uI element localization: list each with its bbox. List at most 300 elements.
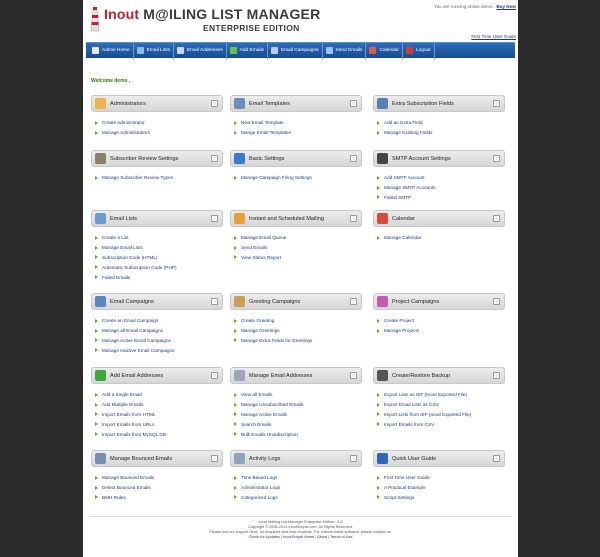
card-link[interactable] — [377, 419, 505, 429]
calendar-card-icon — [377, 213, 388, 224]
bullet-arrow-icon — [234, 495, 237, 499]
nav-item-send-emails[interactable] — [323, 43, 367, 59]
card-title: Basic Settings — [249, 155, 285, 162]
card-email-lists — [91, 210, 223, 282]
card-links — [373, 390, 505, 429]
card-link[interactable] — [95, 429, 223, 439]
nav-item-label: Email Lists — [146, 48, 170, 53]
card-link-label: Script Settings — [384, 494, 415, 500]
bullet-arrow-icon — [234, 246, 237, 250]
card-link[interactable] — [234, 410, 362, 420]
card-header — [91, 95, 223, 112]
card-header — [373, 293, 505, 310]
help-icon[interactable]: ? — [493, 100, 500, 107]
card-header — [230, 293, 362, 310]
card-link[interactable] — [95, 253, 223, 263]
card-link-label: Failed SMTP — [384, 194, 412, 200]
bullet-arrow-icon — [377, 486, 380, 490]
smtp-icon — [377, 153, 388, 164]
nav-item-label: Email Campaigns — [280, 48, 319, 53]
bounced-emails-icon — [95, 453, 106, 464]
card-link-label: Create an Email Campaign — [102, 318, 159, 324]
help-icon[interactable]: ? — [350, 155, 357, 162]
card-link[interactable] — [234, 400, 362, 410]
bullet-arrow-icon — [95, 476, 98, 480]
footer-link[interactable]: Check for Updates — [248, 535, 280, 539]
card-title: Activity Logs — [249, 455, 281, 462]
bullet-arrow-icon — [95, 348, 98, 352]
card-header — [373, 150, 505, 167]
card-title: Manage Email Addresses — [249, 372, 313, 379]
card-link[interactable] — [377, 410, 505, 420]
nav-item-email-campaigns[interactable] — [268, 43, 323, 59]
help-icon[interactable]: ? — [211, 100, 218, 107]
bullet-arrow-icon — [95, 255, 98, 259]
send-icon — [326, 47, 333, 54]
card-links — [91, 473, 223, 502]
bullet-arrow-icon — [234, 486, 237, 490]
bullet-arrow-icon — [234, 432, 237, 436]
card-header — [373, 450, 505, 467]
card-links — [373, 118, 505, 138]
bullet-arrow-icon — [234, 476, 237, 480]
nav-item-label: Logout — [415, 48, 431, 53]
card-link-label: Mange Email Templates — [241, 130, 291, 136]
help-icon[interactable]: ? — [493, 215, 500, 222]
card-link-label: Bulk Emails Unsubscription — [241, 431, 298, 437]
card-link-label: Create Project — [384, 318, 414, 324]
bullet-arrow-icon — [95, 246, 98, 250]
quick-guide-icon — [377, 453, 388, 464]
bullet-arrow-icon — [95, 265, 98, 269]
card-link[interactable] — [377, 493, 505, 503]
card-link-label: Import Emails from URLs — [102, 421, 155, 427]
card-links — [91, 233, 223, 282]
manage-email-addresses-icon — [234, 370, 245, 381]
bullet-arrow-icon — [95, 432, 98, 436]
bullet-arrow-icon — [234, 319, 237, 323]
card-link[interactable] — [234, 473, 362, 483]
card-link[interactable] — [95, 400, 223, 410]
card-title: Quick User Guide — [392, 455, 437, 462]
bullet-arrow-icon — [95, 131, 98, 135]
card-link[interactable] — [95, 345, 223, 355]
card-link[interactable] — [377, 400, 505, 410]
add-email-addresses-icon — [95, 370, 106, 381]
bullet-arrow-icon — [377, 319, 380, 323]
card-link[interactable] — [95, 390, 223, 400]
card-link[interactable] — [234, 118, 362, 128]
card-link-label: New Email Template — [241, 120, 284, 126]
card-link[interactable] — [377, 193, 505, 203]
bullet-arrow-icon — [234, 329, 237, 333]
card-link-label: Export Lists as IEF (Inout Exported File) — [384, 392, 468, 398]
add-email-icon — [230, 47, 237, 54]
card-link-label: Import Emails from MySQL DB — [102, 431, 166, 437]
card-link[interactable] — [95, 316, 223, 326]
card-links — [230, 233, 362, 262]
card-header — [373, 95, 505, 112]
lighthouse-logo-icon — [90, 6, 100, 32]
bullet-arrow-icon — [377, 393, 380, 397]
card-links — [91, 390, 223, 439]
app-logo-title — [104, 6, 320, 22]
greeting-campaigns-icon — [234, 296, 245, 307]
home-icon — [92, 47, 99, 54]
nav-item-admin-home[interactable] — [89, 43, 134, 59]
nav-item-logout[interactable] — [403, 43, 435, 59]
activity-logs-icon — [234, 453, 245, 464]
addressbook-icon — [177, 47, 184, 54]
bullet-arrow-icon — [234, 176, 237, 180]
card-link-label: Create a List — [102, 235, 129, 241]
card-link[interactable] — [234, 326, 362, 336]
project-campaigns-icon — [377, 296, 388, 307]
bullet-arrow-icon — [377, 186, 380, 190]
card-link-label: Manage Projects — [384, 328, 420, 334]
extra-fields-icon — [377, 98, 388, 109]
card-links — [373, 173, 505, 202]
card-title: Greeting Campaigns — [249, 298, 301, 305]
email-templates-icon — [234, 98, 245, 109]
header — [83, 0, 518, 42]
bullet-arrow-icon — [377, 495, 380, 499]
main-navbar — [86, 42, 515, 58]
card-links — [230, 473, 362, 502]
footer-separator: | — [327, 535, 331, 539]
bullet-arrow-icon — [95, 121, 98, 125]
help-icon[interactable]: ? — [350, 215, 357, 222]
card-link[interactable] — [377, 473, 505, 483]
card-link[interactable] — [377, 326, 505, 336]
card-title: Email Templates — [249, 100, 290, 107]
card-link[interactable] — [234, 419, 362, 429]
card-link-label: Import Lists from IEF (Inout Exported File) — [384, 411, 472, 417]
help-icon[interactable]: ? — [211, 155, 218, 162]
bullet-arrow-icon — [234, 393, 237, 397]
card-title: Add Email Addresses — [110, 372, 164, 379]
card-link-label: Import Emails from CSV — [384, 421, 435, 427]
bullet-arrow-icon — [95, 486, 98, 490]
footer-link[interactable]: Terms of Use — [330, 535, 353, 539]
card-email-campaigns — [91, 293, 223, 355]
card-link[interactable] — [377, 128, 505, 138]
card-smtp-account-settings — [373, 150, 505, 202]
help-icon[interactable]: ? — [350, 372, 357, 379]
card-link[interactable] — [95, 410, 223, 420]
card-link-label: Add Multiple Emails — [102, 402, 144, 408]
help-icon[interactable]: ? — [211, 298, 218, 305]
bullet-arrow-icon — [377, 422, 380, 426]
card-greeting-campaigns — [230, 293, 362, 345]
card-link-label: View Status Report — [241, 254, 282, 260]
footer-separator: | — [314, 535, 318, 539]
card-link[interactable] — [377, 390, 505, 400]
card-link-label: Manage Campaign Firing Settings — [241, 175, 312, 181]
card-link[interactable] — [95, 419, 223, 429]
card-link-label: Failed Emails — [102, 274, 131, 280]
card-link[interactable] — [234, 336, 362, 346]
bullet-arrow-icon — [377, 195, 380, 199]
card-title: Calendar — [392, 215, 415, 222]
card-header — [230, 367, 362, 384]
card-link[interactable] — [377, 173, 505, 183]
card-manage-bounced-emails — [91, 450, 223, 502]
card-links — [373, 316, 505, 336]
card-link[interactable] — [95, 118, 223, 128]
basic-settings-icon — [234, 153, 245, 164]
nav-item-calendar[interactable] — [366, 43, 402, 59]
card-links — [373, 473, 505, 502]
nav-item-add-emails[interactable] — [227, 43, 268, 59]
bullet-arrow-icon — [377, 403, 380, 407]
card-link[interactable] — [234, 483, 362, 493]
card-title: Email Campaigns — [110, 298, 154, 305]
card-link[interactable] — [234, 233, 362, 243]
bullet-arrow-icon — [377, 329, 380, 333]
card-link-label: Manage Active Email Campaigns — [102, 337, 171, 343]
card-link-label: Manage Bounced Emails — [102, 475, 155, 481]
card-link-label: Create Administrator — [102, 120, 145, 126]
footer-separator: | — [279, 535, 284, 539]
bullet-arrow-icon — [95, 338, 98, 342]
card-link-label: Manage all Email Campaigns — [102, 328, 163, 334]
card-link[interactable] — [377, 483, 505, 493]
bullet-arrow-icon — [377, 131, 380, 135]
footer-version: Inout Mailing List Manager Enterprise Edition : 5.6 — [258, 520, 343, 524]
card-link-label: Add an Extra Field — [384, 120, 423, 126]
list-icon — [137, 47, 144, 54]
card-email-templates — [230, 95, 362, 138]
card-link[interactable] — [234, 253, 362, 263]
footer-copyright: Copyright © 2006-2014 InoutScripts.com. All Rights Reserved. — [248, 525, 353, 529]
card-link[interactable] — [95, 473, 223, 483]
card-links — [373, 233, 505, 243]
card-link-label: Send Emails — [241, 245, 268, 251]
card-link[interactable] — [377, 118, 505, 128]
bullet-arrow-icon — [234, 236, 237, 240]
help-icon[interactable]: ? — [493, 298, 500, 305]
bullet-arrow-icon — [234, 121, 237, 125]
help-icon[interactable]: ? — [493, 155, 500, 162]
card-title: Project Campaigns — [392, 298, 440, 305]
card-links — [230, 316, 362, 345]
card-link-label: Create Greeting — [241, 318, 275, 324]
card-header — [91, 450, 223, 467]
bullet-arrow-icon — [95, 403, 98, 407]
card-link[interactable] — [377, 183, 505, 193]
bullet-arrow-icon — [234, 412, 237, 416]
card-link-label: First Time User Guide — [384, 475, 430, 481]
logo-rest: M@ILING LIST MANAGER — [143, 6, 321, 22]
card-link-label: Manage SMTP Accounts — [384, 185, 436, 191]
card-add-email-addresses — [91, 367, 223, 439]
edition-label: ENTERPRISE EDITION — [203, 23, 300, 33]
card-link-label: Time Based Logs — [241, 475, 278, 481]
card-link[interactable] — [377, 233, 505, 243]
card-link-label: Manage Administrators — [102, 130, 150, 136]
nav-item-email-lists[interactable] — [134, 43, 174, 59]
footer — [83, 520, 518, 540]
card-link[interactable] — [95, 483, 223, 493]
card-link-label: Categorized Logs — [241, 494, 278, 500]
card-create-restore-backup — [373, 367, 505, 429]
card-link-label: Manage Greetings — [241, 328, 280, 334]
calendar-icon — [369, 47, 376, 54]
card-link[interactable] — [95, 233, 223, 243]
nav-item-label: Email Addresses — [186, 48, 223, 53]
card-link[interactable] — [234, 429, 362, 439]
card-subscriber-review-settings — [91, 150, 223, 183]
card-link-label: Add a Single Email — [102, 392, 142, 398]
card-link[interactable] — [95, 336, 223, 346]
card-link-label: Administrator Logs — [241, 485, 281, 491]
help-icon[interactable]: ? — [211, 455, 218, 462]
card-title: Instant and Scheduled Mailing — [249, 215, 324, 222]
card-link-label: Manage Email Queue — [241, 235, 287, 241]
card-link-label: Manage Extra Fields for Greetings — [241, 337, 313, 343]
bullet-arrow-icon — [377, 121, 380, 125]
card-link[interactable] — [234, 128, 362, 138]
card-header — [91, 150, 223, 167]
card-links — [230, 390, 362, 439]
footer-divider — [89, 516, 512, 517]
bullet-arrow-icon — [377, 176, 380, 180]
bullet-arrow-icon — [95, 176, 98, 180]
card-title: Administrators — [110, 100, 146, 107]
footer-link[interactable]: InoutScripts Home — [283, 535, 315, 539]
card-link-label: Manage Subscriber Review Types — [102, 175, 174, 181]
bullet-arrow-icon — [95, 393, 98, 397]
card-header — [373, 367, 505, 384]
footer-link[interactable]: About — [317, 535, 328, 539]
help-icon[interactable]: ? — [350, 100, 357, 107]
card-link[interactable] — [234, 316, 362, 326]
first-time-user-guide-link[interactable]: First Time User Guide — [471, 34, 516, 39]
help-icon[interactable]: ? — [211, 372, 218, 379]
help-icon[interactable]: ? — [493, 372, 500, 379]
subscriber-review-icon — [95, 153, 106, 164]
card-links — [230, 118, 362, 138]
card-title: SMTP Account Settings — [392, 155, 451, 162]
email-lists-icon — [95, 213, 106, 224]
card-header — [230, 95, 362, 112]
bullet-arrow-icon — [234, 403, 237, 407]
scheduled-mailing-icon — [234, 213, 245, 224]
card-link[interactable] — [95, 173, 223, 183]
bullet-arrow-icon — [95, 422, 98, 426]
card-link[interactable] — [95, 272, 223, 282]
card-link-label: Subscription Code (HTML) — [102, 254, 158, 260]
backup-icon — [377, 370, 388, 381]
card-header — [91, 293, 223, 310]
bullet-arrow-icon — [95, 275, 98, 279]
card-header — [230, 210, 362, 227]
card-title: Extra Subscription Fields — [392, 100, 454, 107]
logout-icon — [406, 47, 413, 54]
card-links — [91, 173, 223, 183]
page — [83, 0, 518, 557]
card-basic-settings — [230, 150, 362, 183]
card-link[interactable] — [95, 243, 223, 253]
card-link[interactable] — [95, 128, 223, 138]
card-link[interactable] — [95, 326, 223, 336]
card-calendar — [373, 210, 505, 243]
card-title: Email Lists — [110, 215, 138, 222]
help-icon[interactable]: ? — [493, 455, 500, 462]
card-title: Create/Restore Backup — [392, 372, 451, 379]
email-campaigns-icon — [95, 296, 106, 307]
card-link-label: Import Emails from HTML — [102, 411, 156, 417]
bullet-arrow-icon — [234, 338, 237, 342]
card-title: Manage Bounced Emails — [110, 455, 173, 462]
bullet-arrow-icon — [95, 495, 98, 499]
card-link[interactable] — [377, 316, 505, 326]
bullet-arrow-icon — [95, 412, 98, 416]
nav-item-label: Calendar — [379, 48, 399, 53]
card-link[interactable] — [95, 493, 223, 503]
card-link-label: Manage Unsubscribed Emails — [241, 402, 304, 408]
card-links — [91, 316, 223, 355]
bullet-arrow-icon — [234, 131, 237, 135]
bullet-arrow-icon — [95, 329, 98, 333]
card-link-label: View all Emails — [241, 392, 273, 398]
card-link-label: BMH Rules — [102, 494, 126, 500]
card-administrators — [91, 95, 223, 138]
card-project-campaigns — [373, 293, 505, 336]
help-icon[interactable]: ? — [350, 455, 357, 462]
bullet-arrow-icon — [377, 236, 380, 240]
card-link[interactable] — [234, 390, 362, 400]
demo-text: You are running online demo . — [433, 4, 496, 9]
card-link-label: Add SMTP Account — [384, 175, 425, 181]
nav-item-label: Add Emails — [239, 48, 264, 53]
card-link[interactable] — [234, 493, 362, 503]
card-activity-logs — [230, 450, 362, 502]
card-header — [373, 210, 505, 227]
administrators-icon — [95, 98, 106, 109]
help-icon[interactable]: ? — [350, 298, 357, 305]
bullet-arrow-icon — [95, 319, 98, 323]
bullet-arrow-icon — [377, 412, 380, 416]
card-extra-subscription-fields — [373, 95, 505, 138]
card-link-label: Manage Existing Fields — [384, 130, 433, 136]
card-links — [230, 173, 362, 183]
card-instant-and-scheduled-mailing — [230, 210, 362, 262]
card-link[interactable] — [234, 173, 362, 183]
card-header — [230, 150, 362, 167]
card-link-label: A Practical Example — [384, 485, 426, 491]
card-header — [91, 367, 223, 384]
nav-item-email-addresses[interactable] — [174, 43, 227, 59]
card-links — [91, 118, 223, 138]
card-link[interactable] — [95, 262, 223, 272]
card-link-label: Manage Active Emails — [241, 411, 288, 417]
logo-prefix: Inout — [104, 6, 144, 22]
bullet-arrow-icon — [377, 476, 380, 480]
card-header — [230, 450, 362, 467]
card-manage-email-addresses — [230, 367, 362, 439]
card-link-label: Manage Email Lists — [102, 245, 143, 251]
nav-item-label: Admin Home — [102, 48, 130, 53]
card-link-label: Export Email Lists as CSV — [384, 402, 439, 408]
help-icon[interactable]: ? — [211, 215, 218, 222]
bullet-arrow-icon — [95, 236, 98, 240]
card-link[interactable] — [234, 243, 362, 253]
card-quick-user-guide — [373, 450, 505, 502]
demo-notice — [434, 4, 516, 9]
buy-now-link[interactable]: Buy Now — [496, 4, 516, 9]
